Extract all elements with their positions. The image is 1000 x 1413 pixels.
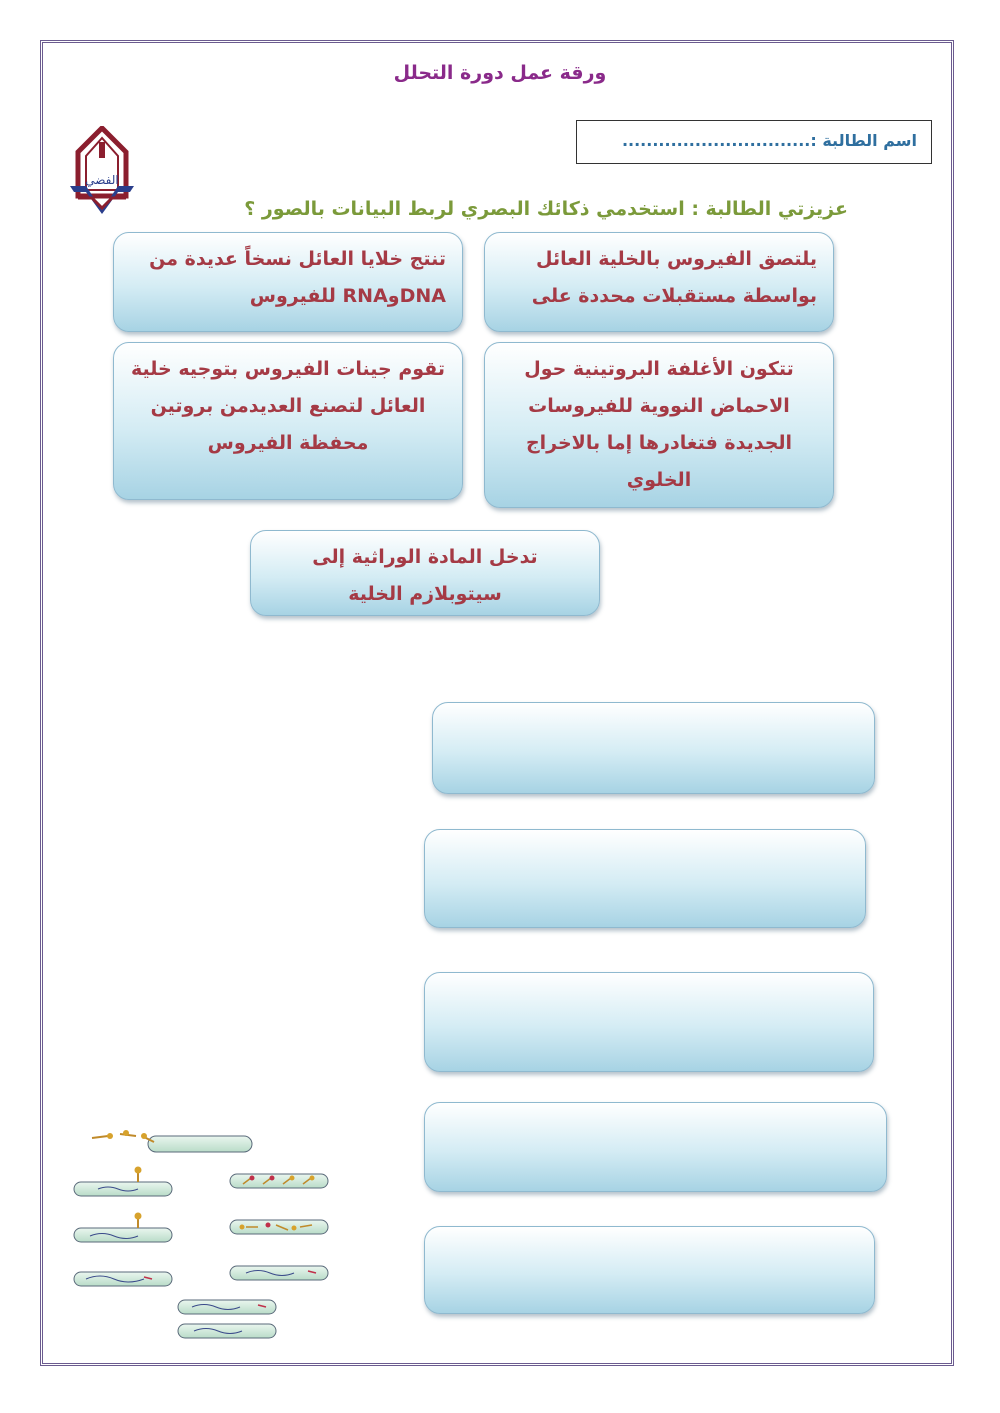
answer-box-5[interactable] xyxy=(424,1226,875,1314)
statement-text-synthesize-proteins: تقوم جينات الفيروس بتوجيه خلية العائل لتصنع العديدمن بروتين محفظة الفيروس xyxy=(131,358,445,454)
lytic-cycle-illustration xyxy=(68,1124,338,1348)
student-name-label: اسم الطالبة :............................... xyxy=(621,131,917,150)
phage-attach-cell xyxy=(92,1130,252,1152)
instruction-text: عزيزتي الطالبة : استخدمي ذكائك البصري لربط البيانات بالصور ؟ xyxy=(244,198,848,220)
statement-card-attach[interactable] xyxy=(484,232,834,332)
statement-text-attach: يلتصق الفيروس بالخلية العائل بواسطة مستقبلات محددة على xyxy=(531,248,817,307)
host-cell-dna-2 xyxy=(230,1266,328,1280)
answer-box-1[interactable] xyxy=(432,702,875,794)
answer-box-3[interactable] xyxy=(424,972,874,1072)
phage-inject-cell xyxy=(74,1167,172,1197)
answer-box-4[interactable] xyxy=(424,1102,887,1192)
statement-text-entry: تدخل المادة الوراثية إلى سيتوبلازم الخلية xyxy=(312,546,538,605)
student-name-field[interactable] xyxy=(576,120,932,164)
phage-parts-cell xyxy=(230,1220,328,1234)
host-cell-dna xyxy=(74,1213,172,1243)
worksheet-title: ورقة عمل دورة التحلل xyxy=(393,62,607,84)
statement-text-replicate: تنتج خلايا العائل نسخاً عديدة من DNAوRNA للفيروس xyxy=(149,248,446,307)
host-cell-dna-3 xyxy=(178,1300,276,1314)
host-cell-red-dna xyxy=(74,1272,172,1286)
statement-card-assemble-release[interactable] xyxy=(484,342,834,508)
school-logo xyxy=(68,126,136,214)
statement-card-synthesize-proteins[interactable] xyxy=(113,342,463,500)
logo-lettering: الفضي xyxy=(85,173,119,187)
statement-text-assemble-release: تتكون الأغلفة البروتينية حول الاحماض النووية للفيروسات الجديدة فتغادرها إما بالاخراج الخلوي xyxy=(524,358,794,491)
statement-card-entry[interactable] xyxy=(250,530,600,616)
host-cell-dna-4 xyxy=(178,1324,276,1338)
answer-box-2[interactable] xyxy=(424,829,866,928)
statement-card-replicate[interactable] xyxy=(113,232,463,332)
phage-assembly-cell xyxy=(230,1174,328,1188)
